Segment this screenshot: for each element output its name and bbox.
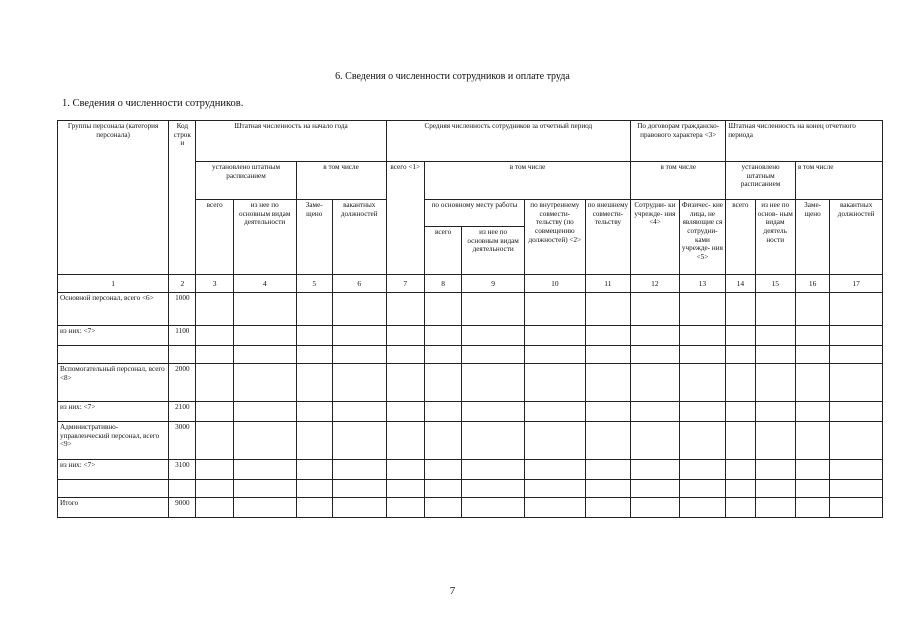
- data-cell[interactable]: [830, 498, 883, 518]
- header-internal: по внутреннему совмести- тельству (по совмещению должностей) <2>: [524, 200, 585, 275]
- data-cell[interactable]: [679, 364, 726, 402]
- data-cell[interactable]: [386, 422, 424, 460]
- data-cell[interactable]: [196, 460, 233, 480]
- row-label: [58, 346, 169, 364]
- col-number: 4: [233, 275, 296, 293]
- data-cell[interactable]: [755, 326, 795, 346]
- data-cell[interactable]: [332, 480, 386, 498]
- data-cell[interactable]: [726, 498, 755, 518]
- data-cell[interactable]: [585, 326, 631, 346]
- data-cell[interactable]: [755, 422, 795, 460]
- data-cell[interactable]: [332, 293, 386, 326]
- row-label: Административно-управленческий персонал, всего <9>: [58, 422, 169, 460]
- data-cell[interactable]: [296, 498, 332, 518]
- data-cell[interactable]: [585, 422, 631, 460]
- header-end-est: установлено штатным расписанием: [726, 162, 796, 200]
- data-cell[interactable]: [585, 498, 631, 518]
- data-cell[interactable]: [196, 346, 233, 364]
- header-external: по внешнему совмести- тельству: [585, 200, 631, 275]
- data-cell[interactable]: [726, 460, 755, 480]
- data-cell[interactable]: [233, 402, 296, 422]
- data-cell[interactable]: [524, 498, 585, 518]
- data-cell[interactable]: [233, 293, 296, 326]
- data-cell[interactable]: [631, 364, 680, 402]
- data-cell[interactable]: [585, 293, 631, 326]
- data-cell[interactable]: [332, 460, 386, 480]
- col-number: 16: [795, 275, 829, 293]
- data-cell[interactable]: [585, 346, 631, 364]
- header-avg-total: всего <1>: [386, 162, 424, 275]
- header-end-in-that: в том числе: [795, 162, 882, 200]
- row-label: Вспомогательный персонал, всего <8>: [58, 364, 169, 402]
- row-label: [58, 480, 169, 498]
- data-cell[interactable]: [795, 402, 829, 422]
- data-cell[interactable]: [726, 326, 755, 346]
- data-cell[interactable]: [755, 460, 795, 480]
- data-cell[interactable]: [424, 460, 461, 480]
- data-cell[interactable]: [755, 293, 795, 326]
- data-cell[interactable]: [524, 422, 585, 460]
- data-cell[interactable]: [296, 364, 332, 402]
- data-cell[interactable]: [585, 480, 631, 498]
- data-cell[interactable]: [524, 480, 585, 498]
- header-est-schedule: установлено штатным расписанием: [196, 162, 296, 200]
- data-cell[interactable]: [386, 326, 424, 346]
- data-cell[interactable]: [524, 326, 585, 346]
- column-number-row: [58, 275, 883, 293]
- data-cell[interactable]: [462, 346, 525, 364]
- data-cell[interactable]: [233, 498, 296, 518]
- data-cell[interactable]: [726, 346, 755, 364]
- data-cell[interactable]: [196, 402, 233, 422]
- data-cell[interactable]: [679, 346, 726, 364]
- data-cell[interactable]: [830, 460, 883, 480]
- table-row: [58, 364, 883, 402]
- data-cell[interactable]: [386, 293, 424, 326]
- data-cell[interactable]: [386, 346, 424, 364]
- data-cell[interactable]: [196, 480, 233, 498]
- data-cell[interactable]: [233, 460, 296, 480]
- data-cell[interactable]: [585, 402, 631, 422]
- data-cell[interactable]: [755, 346, 795, 364]
- row-code: 1100: [169, 326, 196, 346]
- table-row: [58, 422, 883, 460]
- data-cell[interactable]: [631, 460, 680, 480]
- data-cell[interactable]: [424, 422, 461, 460]
- data-cell[interactable]: [679, 480, 726, 498]
- data-cell[interactable]: [424, 326, 461, 346]
- data-cell[interactable]: [755, 364, 795, 402]
- header-contracts: По договорам гражданско-правового характера <3>: [631, 121, 726, 162]
- data-cell[interactable]: [524, 402, 585, 422]
- data-cell[interactable]: [462, 326, 525, 346]
- header-avg-in-that: в том числе: [424, 162, 630, 200]
- data-cell[interactable]: [462, 460, 525, 480]
- data-cell[interactable]: [462, 402, 525, 422]
- data-cell[interactable]: [585, 460, 631, 480]
- subsection-title: 1. Сведения о численности сотрудников.: [62, 98, 244, 109]
- data-cell[interactable]: [726, 293, 755, 326]
- header-main-of-which: из нее по основным видам деятельности: [462, 227, 525, 275]
- data-cell[interactable]: [386, 364, 424, 402]
- header-end-of-which: из нее по основ- ным видам деятель ности: [755, 200, 795, 275]
- header-in-that-number: в том числе: [296, 162, 386, 200]
- data-cell[interactable]: [679, 293, 726, 326]
- data-cell[interactable]: [296, 480, 332, 498]
- data-cell[interactable]: [424, 480, 461, 498]
- data-cell[interactable]: [233, 346, 296, 364]
- data-cell[interactable]: [830, 480, 883, 498]
- data-cell[interactable]: [524, 346, 585, 364]
- data-cell[interactable]: [196, 364, 233, 402]
- row-label: из них: <7>: [58, 460, 169, 480]
- data-cell[interactable]: [386, 460, 424, 480]
- col-number: 5: [296, 275, 332, 293]
- data-cell[interactable]: [631, 293, 680, 326]
- row-code: 2100: [169, 402, 196, 422]
- header-staff-end: Штатная численность на конец отчетного периода: [726, 121, 883, 162]
- data-cell[interactable]: [332, 364, 386, 402]
- data-cell[interactable]: [424, 346, 461, 364]
- data-cell[interactable]: [462, 480, 525, 498]
- data-cell[interactable]: [332, 498, 386, 518]
- row-label: из них: <7>: [58, 326, 169, 346]
- data-cell[interactable]: [679, 402, 726, 422]
- header-end-vacant: вакантных должностей: [830, 200, 883, 275]
- data-cell[interactable]: [386, 402, 424, 422]
- header-end-filled: Заме- щено: [795, 200, 829, 275]
- header-code: Код строк и: [169, 121, 196, 275]
- header-contracts-in-that: в том числе: [631, 162, 726, 200]
- data-cell[interactable]: [196, 498, 233, 518]
- header-end-total: всего: [726, 200, 755, 275]
- data-cell[interactable]: [296, 293, 332, 326]
- header-employees: Сотрудни- ки учрежде- ния <4>: [631, 200, 680, 275]
- header-staff-start: Штатная численность на начало года: [196, 121, 386, 162]
- header-row-1: [58, 121, 883, 162]
- data-cell[interactable]: [679, 460, 726, 480]
- col-number: 15: [755, 275, 795, 293]
- header-total: всего: [196, 200, 233, 275]
- data-cell[interactable]: [332, 326, 386, 346]
- data-cell[interactable]: [296, 346, 332, 364]
- data-cell[interactable]: [726, 480, 755, 498]
- data-cell[interactable]: [296, 422, 332, 460]
- data-cell[interactable]: [830, 293, 883, 326]
- data-cell[interactable]: [795, 498, 829, 518]
- data-cell[interactable]: [631, 422, 680, 460]
- col-number: 10: [524, 275, 585, 293]
- header-filled: Заме- щено: [296, 200, 332, 275]
- row-code: 2000: [169, 364, 196, 402]
- table-row: [58, 498, 883, 518]
- data-cell[interactable]: [631, 498, 680, 518]
- header-main-place: по основному месту работы: [424, 200, 524, 227]
- col-number: 2: [169, 275, 196, 293]
- data-cell[interactable]: [196, 293, 233, 326]
- data-cell[interactable]: [196, 326, 233, 346]
- data-cell[interactable]: [795, 480, 829, 498]
- data-cell[interactable]: [726, 422, 755, 460]
- staff-count-table: [57, 120, 883, 518]
- data-cell[interactable]: [424, 364, 461, 402]
- data-cell[interactable]: [726, 364, 755, 402]
- data-cell[interactable]: [755, 480, 795, 498]
- row-label: Итого: [58, 498, 169, 518]
- data-cell[interactable]: [196, 422, 233, 460]
- data-cell[interactable]: [296, 460, 332, 480]
- data-cell[interactable]: [726, 402, 755, 422]
- data-cell[interactable]: [424, 402, 461, 422]
- col-number: 13: [679, 275, 726, 293]
- data-cell[interactable]: [424, 293, 461, 326]
- data-cell[interactable]: [795, 460, 829, 480]
- data-cell[interactable]: [795, 293, 829, 326]
- row-code: 3000: [169, 422, 196, 460]
- table-row: [58, 480, 883, 498]
- data-cell[interactable]: [296, 326, 332, 346]
- header-group: Группы персонала (категория персонала): [58, 121, 169, 275]
- data-cell[interactable]: [631, 480, 680, 498]
- data-cell[interactable]: [233, 326, 296, 346]
- data-cell[interactable]: [830, 364, 883, 402]
- data-cell[interactable]: [585, 364, 631, 402]
- data-cell[interactable]: [631, 402, 680, 422]
- data-cell[interactable]: [795, 346, 829, 364]
- data-cell[interactable]: [296, 402, 332, 422]
- data-cell[interactable]: [795, 422, 829, 460]
- data-cell[interactable]: [386, 498, 424, 518]
- header-individuals: Физичес- кие лица, не являющие ся сотрудни- ками учрежде- ния <5>: [679, 200, 726, 275]
- data-cell[interactable]: [332, 346, 386, 364]
- data-cell[interactable]: [233, 422, 296, 460]
- header-avg: Средняя численность сотрудников за отчетный период: [386, 121, 631, 162]
- data-cell[interactable]: [755, 498, 795, 518]
- table-row: [58, 346, 883, 364]
- col-number: 6: [332, 275, 386, 293]
- data-cell[interactable]: [795, 326, 829, 346]
- data-cell[interactable]: [679, 498, 726, 518]
- data-cell[interactable]: [679, 326, 726, 346]
- data-cell[interactable]: [524, 293, 585, 326]
- row-code: [169, 346, 196, 364]
- col-number: 3: [196, 275, 233, 293]
- table-row: [58, 402, 883, 422]
- page-number: 7: [449, 585, 456, 597]
- data-cell[interactable]: [830, 422, 883, 460]
- header-of-which-main: из нее по основным видам деятельности: [233, 200, 296, 275]
- data-cell[interactable]: [462, 293, 525, 326]
- row-code: 3100: [169, 460, 196, 480]
- table-row: [58, 293, 883, 326]
- data-cell[interactable]: [830, 326, 883, 346]
- col-number: 14: [726, 275, 755, 293]
- data-cell[interactable]: [462, 422, 525, 460]
- data-cell[interactable]: [795, 364, 829, 402]
- data-cell[interactable]: [332, 422, 386, 460]
- data-cell[interactable]: [524, 364, 585, 402]
- header-main-total: всего: [424, 227, 461, 275]
- col-number: 1: [58, 275, 169, 293]
- col-number: 8: [424, 275, 461, 293]
- data-cell[interactable]: [233, 480, 296, 498]
- data-cell[interactable]: [631, 326, 680, 346]
- data-cell[interactable]: [524, 460, 585, 480]
- data-cell[interactable]: [462, 364, 525, 402]
- col-number: 17: [830, 275, 883, 293]
- col-number: 7: [386, 275, 424, 293]
- table-row: [58, 460, 883, 480]
- data-cell[interactable]: [462, 498, 525, 518]
- col-number: 12: [631, 275, 680, 293]
- row-label: Основной персонал, всего <6>: [58, 293, 169, 326]
- data-cell[interactable]: [755, 402, 795, 422]
- section-title: 6. Сведения о численности сотрудников и оплате труда: [335, 71, 570, 82]
- data-cell[interactable]: [679, 422, 726, 460]
- table-row: [58, 326, 883, 346]
- data-cell[interactable]: [830, 346, 883, 364]
- data-cell[interactable]: [830, 402, 883, 422]
- col-number: 11: [585, 275, 631, 293]
- data-cell[interactable]: [386, 480, 424, 498]
- header-vacant: вакантных должностей: [332, 200, 386, 275]
- data-cell[interactable]: [233, 364, 296, 402]
- data-cell[interactable]: [424, 498, 461, 518]
- row-code: [169, 480, 196, 498]
- row-code: 9000: [169, 498, 196, 518]
- data-cell[interactable]: [332, 402, 386, 422]
- row-label: из них: <7>: [58, 402, 169, 422]
- col-number: 9: [462, 275, 525, 293]
- data-cell[interactable]: [631, 346, 680, 364]
- row-code: 1000: [169, 293, 196, 326]
